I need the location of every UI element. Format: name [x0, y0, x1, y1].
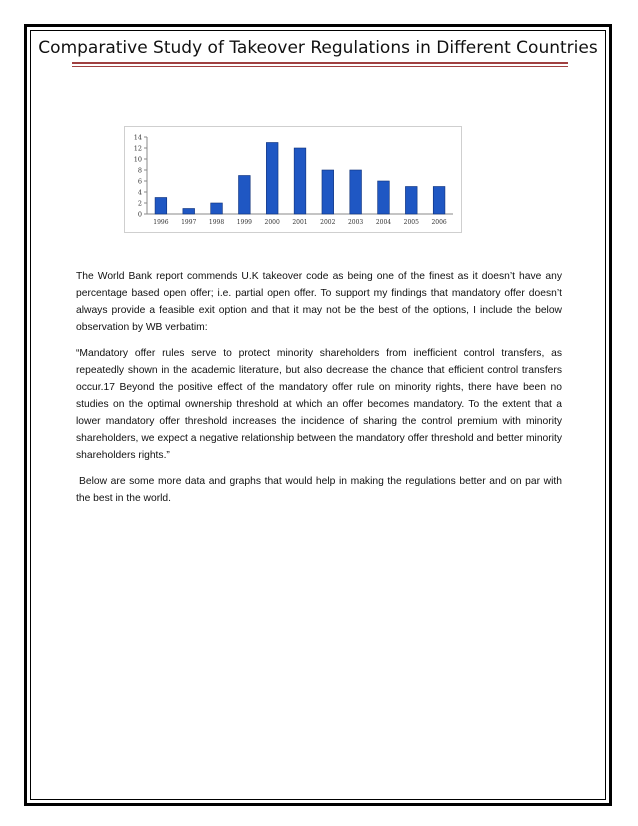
header-rule-thin — [72, 66, 568, 67]
x-tick-label: 1996 — [153, 219, 169, 226]
bar-1999 — [239, 176, 251, 215]
y-tick-label: 8 — [137, 166, 142, 175]
x-tick-label: 2004 — [375, 219, 392, 226]
x-tick-label: 2003 — [347, 219, 364, 226]
bar-2002 — [322, 170, 334, 214]
x-tick-label: 2000 — [264, 219, 280, 226]
paragraph-more-data: Below are some more data and graphs that would help in making the regulations better and on par with the best in the world. — [76, 476, 562, 504]
x-tick-label: 1997 — [181, 219, 197, 226]
x-tick-label: 2005 — [403, 219, 419, 226]
page-title: Comparative Study of Takeover Regulations in Different Countries — [38, 38, 598, 58]
y-tick-label: 2 — [137, 199, 142, 208]
bar-1998 — [211, 203, 223, 214]
x-tick-label: 2006 — [431, 219, 447, 226]
bar-2004 — [378, 181, 390, 214]
bar-2003 — [350, 170, 362, 214]
bar-chart — [124, 126, 462, 233]
y-tick-label: 6 — [137, 177, 142, 186]
bar-2001 — [294, 148, 306, 214]
paragraph-world-bank: The World Bank report commends U.K takeover code as being one of the finest as it doesn’t have any percentage based open offer; i.e. partial open offer. To support my findings that mandatory offer doesn’t always provide a feasible exit option and that it may not be the best of the options, I include the below observation by WB verbatim: — [76, 271, 562, 333]
y-tick-label: 14 — [133, 133, 142, 142]
bar-2005 — [405, 187, 417, 215]
bar-chart-svg — [125, 127, 461, 232]
x-tick-label: 1998 — [208, 219, 225, 226]
y-tick-label: 10 — [133, 155, 142, 164]
y-tick-label: 0 — [137, 210, 142, 219]
bar-2006 — [433, 187, 445, 215]
bar-1996 — [155, 198, 167, 215]
document-body — [76, 268, 562, 516]
paragraph-quote: “Mandatory offer rules serve to protect minority shareholders from inefficient control transfers, as repeatedly shown in the academic literature, but also decrease the chance that efficient control transfers occur.17 Beyond the positive effect of the mandatory offer rule on minority rights, there have been no studies on the optimal ownership threshold at which an offer becomes mandatory. To the extent that a lower mandatory offer threshold increases the incidence of sharing the control premium with minority shareholders, we expect a negative relationship between the mandatory offer threshold and better minority shareholders rights.” — [76, 348, 562, 461]
y-tick-label: 12 — [133, 144, 142, 153]
x-tick-label: 1999 — [236, 219, 253, 226]
bar-2000 — [266, 143, 278, 215]
y-tick-label: 4 — [137, 188, 142, 197]
header-rule — [72, 62, 568, 64]
x-tick-label: 2001 — [292, 219, 308, 226]
bar-1997 — [183, 209, 195, 215]
x-tick-label: 2002 — [320, 219, 336, 226]
